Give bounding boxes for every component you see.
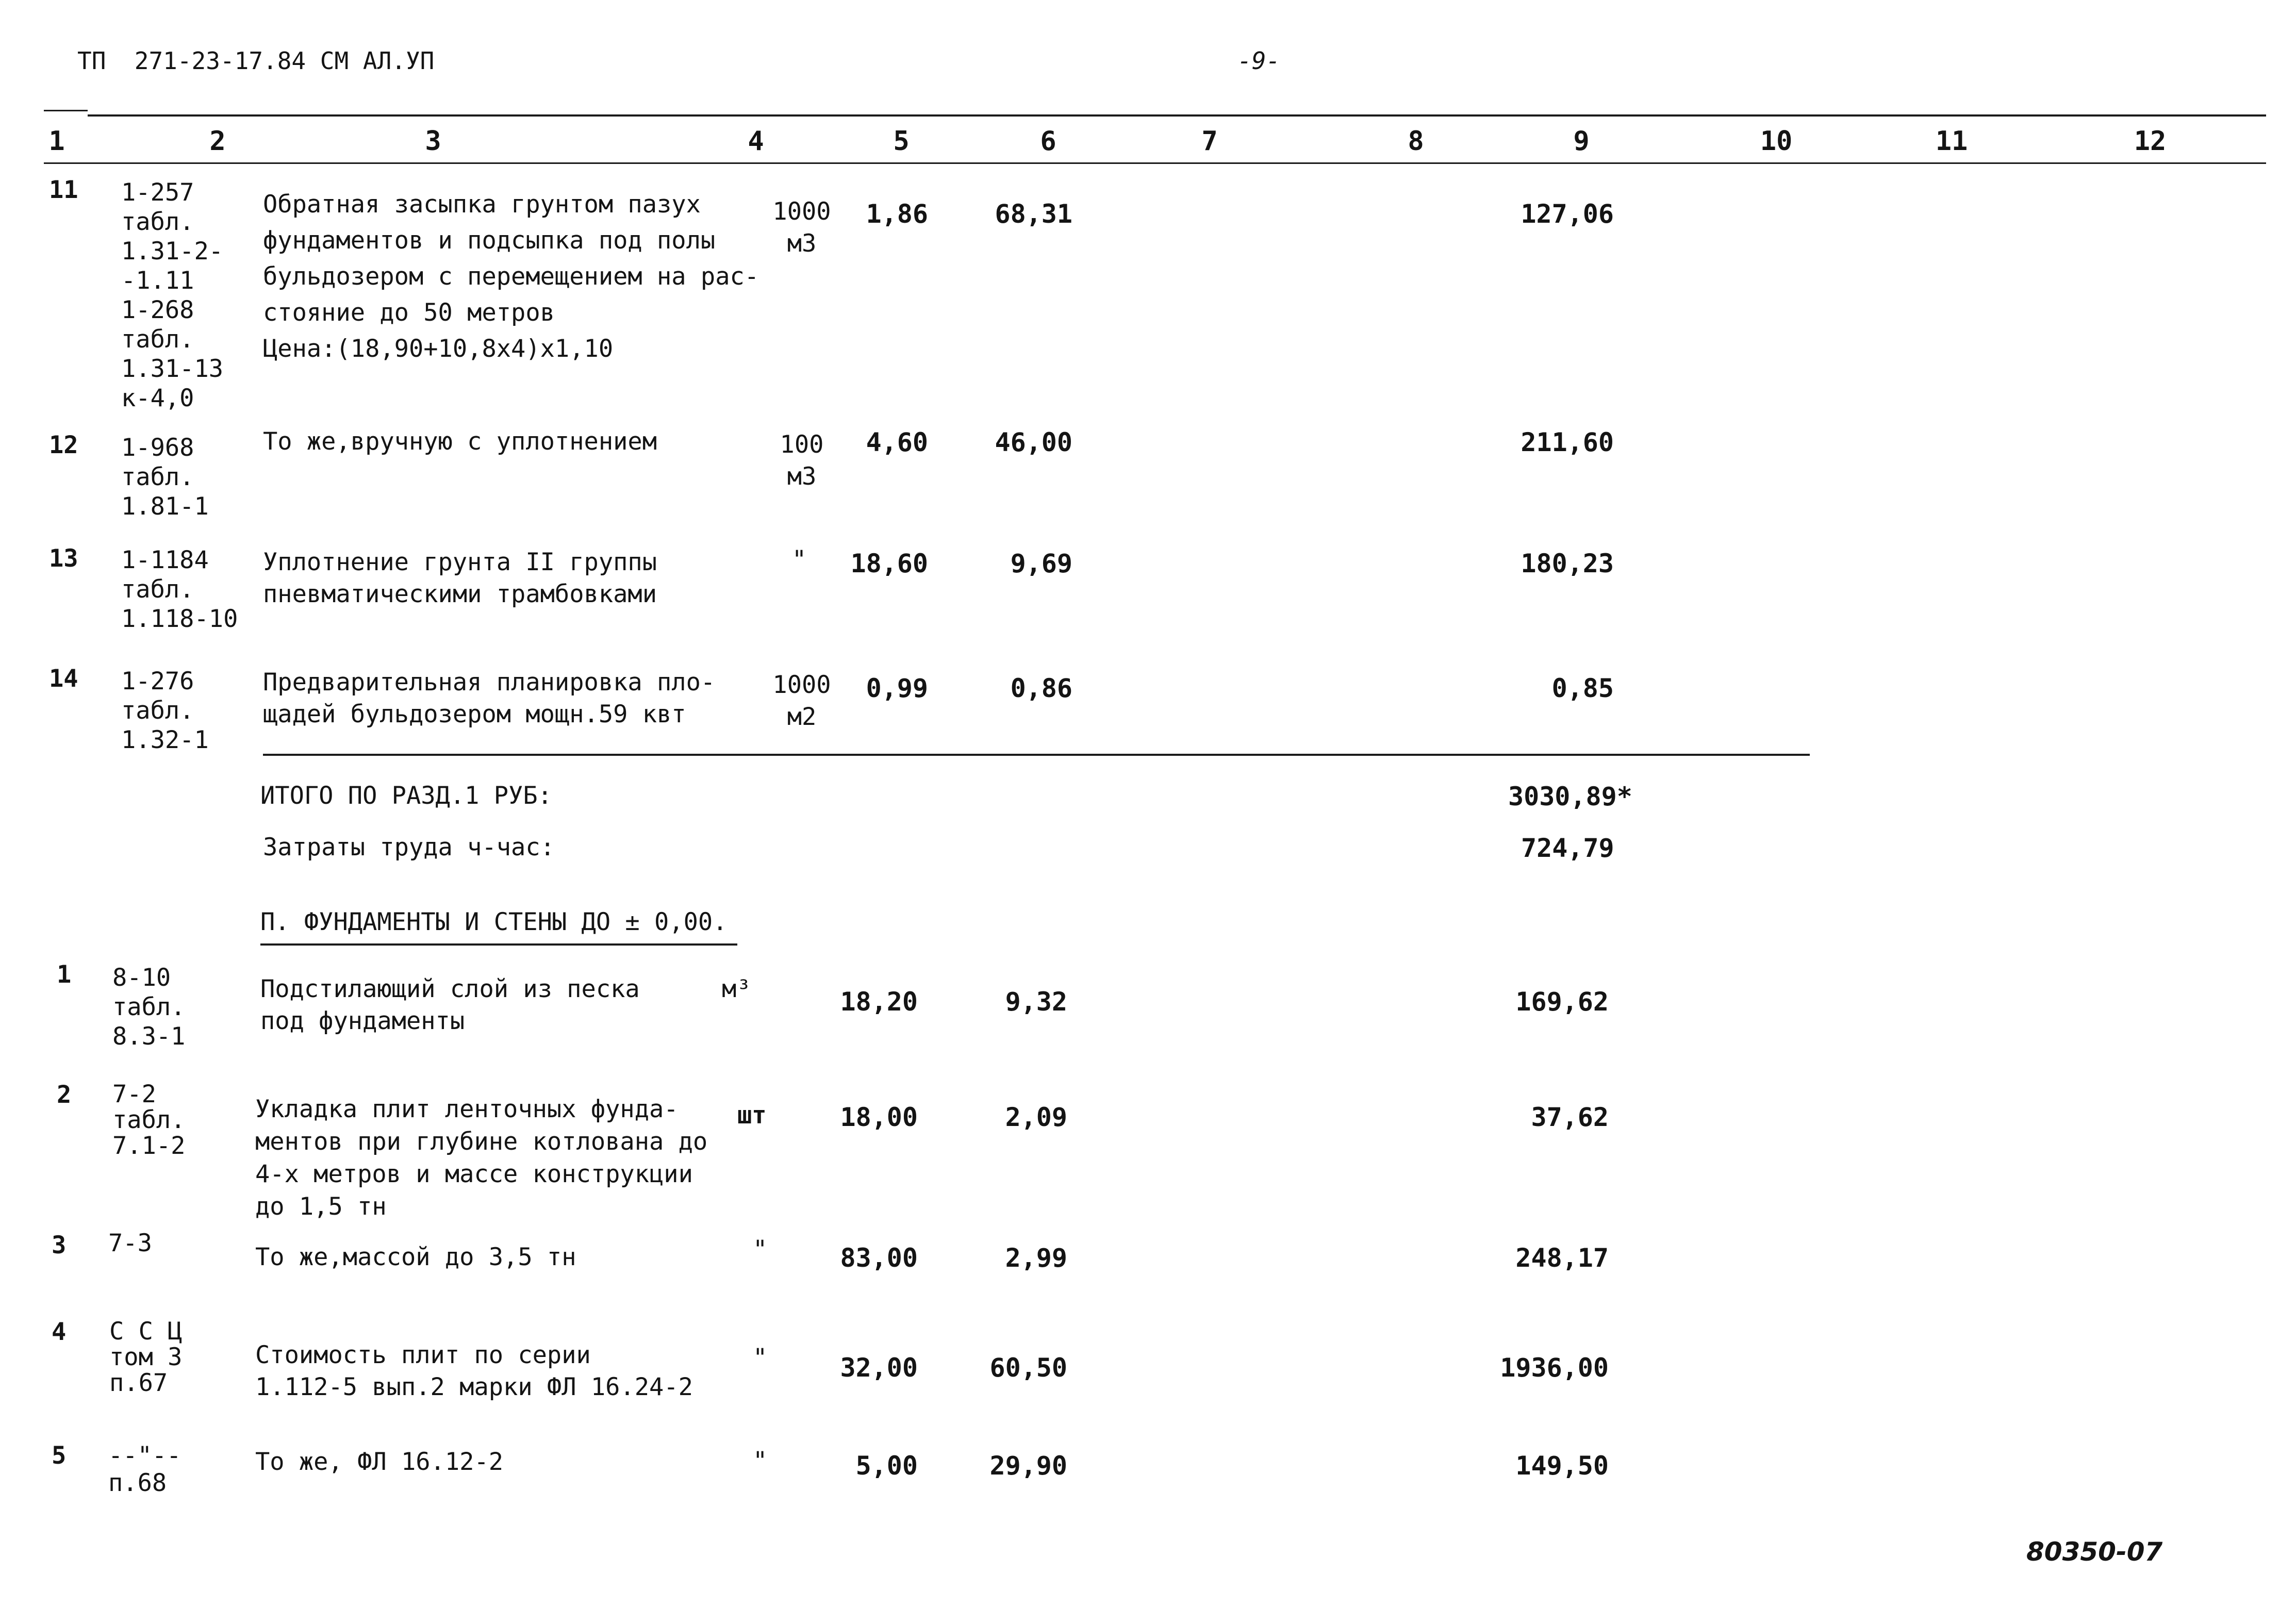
norm-code: 7-3 xyxy=(108,1229,152,1257)
quantity: 18,00 xyxy=(840,1102,918,1132)
unit: 1000 м3 xyxy=(772,197,831,258)
work-description: Укладка плит ленточных фунда- ментов при глубине котлована до 4-х метров и массе конструкции до 1,5 тн xyxy=(255,1095,708,1221)
work-description: То же,массой до 3,5 тн xyxy=(255,1243,576,1271)
labor-label: Затраты труда ч-час: xyxy=(263,833,555,862)
total-cost: 211,60 xyxy=(1521,427,1614,457)
total-cost: 1936,00 xyxy=(1500,1353,1609,1383)
unit-price: 46,00 xyxy=(995,427,1072,457)
row-number: 2 xyxy=(57,1081,72,1109)
work-description: Уплотнение грунта II группы пневматическими трамбовками xyxy=(263,548,657,608)
work-description: То же,вручную с уплотнением xyxy=(263,427,657,456)
section-total-label: ИТОГО ПО РАЗД.1 РУБ: xyxy=(260,782,552,810)
total-cost: 149,50 xyxy=(1515,1451,1609,1481)
col-4: 4 xyxy=(748,126,764,157)
unit-price: 2,09 xyxy=(1005,1102,1067,1132)
unit-price: 29,90 xyxy=(989,1451,1067,1481)
work-description: То же, ФЛ 16.12-2 xyxy=(255,1448,504,1476)
col-5: 5 xyxy=(893,126,910,157)
quantity: 5,00 xyxy=(855,1451,918,1481)
row-number: 12 xyxy=(49,431,78,459)
col-1: 1 xyxy=(48,126,65,157)
row-number: 3 xyxy=(52,1231,67,1260)
unit: м³ xyxy=(722,975,751,1003)
short-rule xyxy=(44,110,88,111)
section-heading: П. ФУНДАМЕНТЫ И СТЕНЫ ДО ± 0,00. xyxy=(260,908,728,936)
quantity: 4,60 xyxy=(866,427,928,457)
unit: 100 м3 xyxy=(780,430,824,491)
col-10: 10 xyxy=(1760,126,1793,157)
work-description: Обратная засыпка грунтом пазух фундаментов и подсыпка под полы бульдозером с перемещением на рас- стояние до 50 метров Цена:(18,90+10,8х4)х1,10 xyxy=(263,190,759,363)
unit: " xyxy=(791,545,807,574)
header-bottom-rule xyxy=(44,162,2266,164)
total-cost: 248,17 xyxy=(1515,1243,1609,1273)
total-cost: 127,06 xyxy=(1521,199,1614,229)
unit-price: 9,69 xyxy=(1010,549,1072,578)
quantity: 32,00 xyxy=(840,1353,918,1383)
labor-value: 724,79 xyxy=(1521,833,1614,863)
unit: " xyxy=(753,1235,768,1264)
col-12: 12 xyxy=(2134,126,2167,157)
table-top-rule xyxy=(88,114,2266,117)
unit-price: 0,86 xyxy=(1010,673,1072,703)
norm-code: 7-2 табл. 7.1-2 xyxy=(112,1080,186,1160)
quantity: 1,86 xyxy=(866,199,928,229)
row-number: 13 xyxy=(49,544,78,573)
archive-number: 80350-07 xyxy=(2026,1537,2163,1567)
unit-price: 68,31 xyxy=(995,199,1072,229)
row-number: 4 xyxy=(52,1318,67,1346)
col-9: 9 xyxy=(1573,126,1590,157)
col-6: 6 xyxy=(1040,126,1056,157)
work-description: Предварительная планировка пло- щадей бульдозером мощн.59 квт xyxy=(263,668,716,728)
work-description: Подстилающий слой из песка под фундаменты xyxy=(260,975,640,1035)
section-heading-underline xyxy=(260,943,737,946)
norm-code: 1-968 табл. 1.81-1 xyxy=(121,434,209,521)
unit: " xyxy=(753,1447,768,1475)
norm-code: 8-10 табл. 8.3-1 xyxy=(112,964,186,1051)
unit-price: 2,99 xyxy=(1005,1243,1067,1273)
norm-code: 1-276 табл. 1.32-1 xyxy=(121,667,209,754)
col-11: 11 xyxy=(1935,126,1968,157)
section-total-rule xyxy=(263,754,1810,756)
unit: " xyxy=(753,1344,768,1372)
page-number: -9- xyxy=(1237,47,1281,75)
row-number: 1 xyxy=(57,960,72,989)
total-cost: 180,23 xyxy=(1521,549,1614,578)
quantity: 18,60 xyxy=(850,549,928,578)
quantity: 0,99 xyxy=(866,673,928,703)
col-8: 8 xyxy=(1408,126,1424,157)
total-cost: 169,62 xyxy=(1515,987,1609,1017)
total-cost: 37,62 xyxy=(1531,1102,1609,1132)
norm-code: 1-1184 табл. 1.118-10 xyxy=(121,546,238,633)
col-2: 2 xyxy=(209,126,226,157)
section-total-value: 3030,89* xyxy=(1508,782,1632,811)
document-code: ТП 271-23-17.84 СМ АЛ.УП xyxy=(77,47,435,75)
unit-price: 60,50 xyxy=(989,1353,1067,1383)
unit: 1000 м2 xyxy=(772,671,831,731)
col-3: 3 xyxy=(425,126,441,157)
col-7: 7 xyxy=(1201,126,1218,157)
norm-code: С С Ц том 3 п.67 xyxy=(109,1317,183,1397)
unit: шт xyxy=(737,1101,767,1130)
norm-code: 1-257 табл. 1.31-2- -1.11 1-268 табл. 1.31-13 к-4,0 xyxy=(121,178,224,412)
total-cost: 0,85 xyxy=(1551,673,1614,703)
row-number: 5 xyxy=(52,1442,67,1470)
work-description: Стоимость плит по серии 1.112-5 вып.2 марки ФЛ 16.24-2 xyxy=(255,1341,693,1401)
quantity: 83,00 xyxy=(840,1243,918,1273)
norm-code: --"-- п.68 xyxy=(108,1442,181,1497)
unit-price: 9,32 xyxy=(1005,987,1067,1017)
row-number: 14 xyxy=(49,665,78,693)
row-number: 11 xyxy=(49,176,78,204)
quantity: 18,20 xyxy=(840,987,918,1017)
